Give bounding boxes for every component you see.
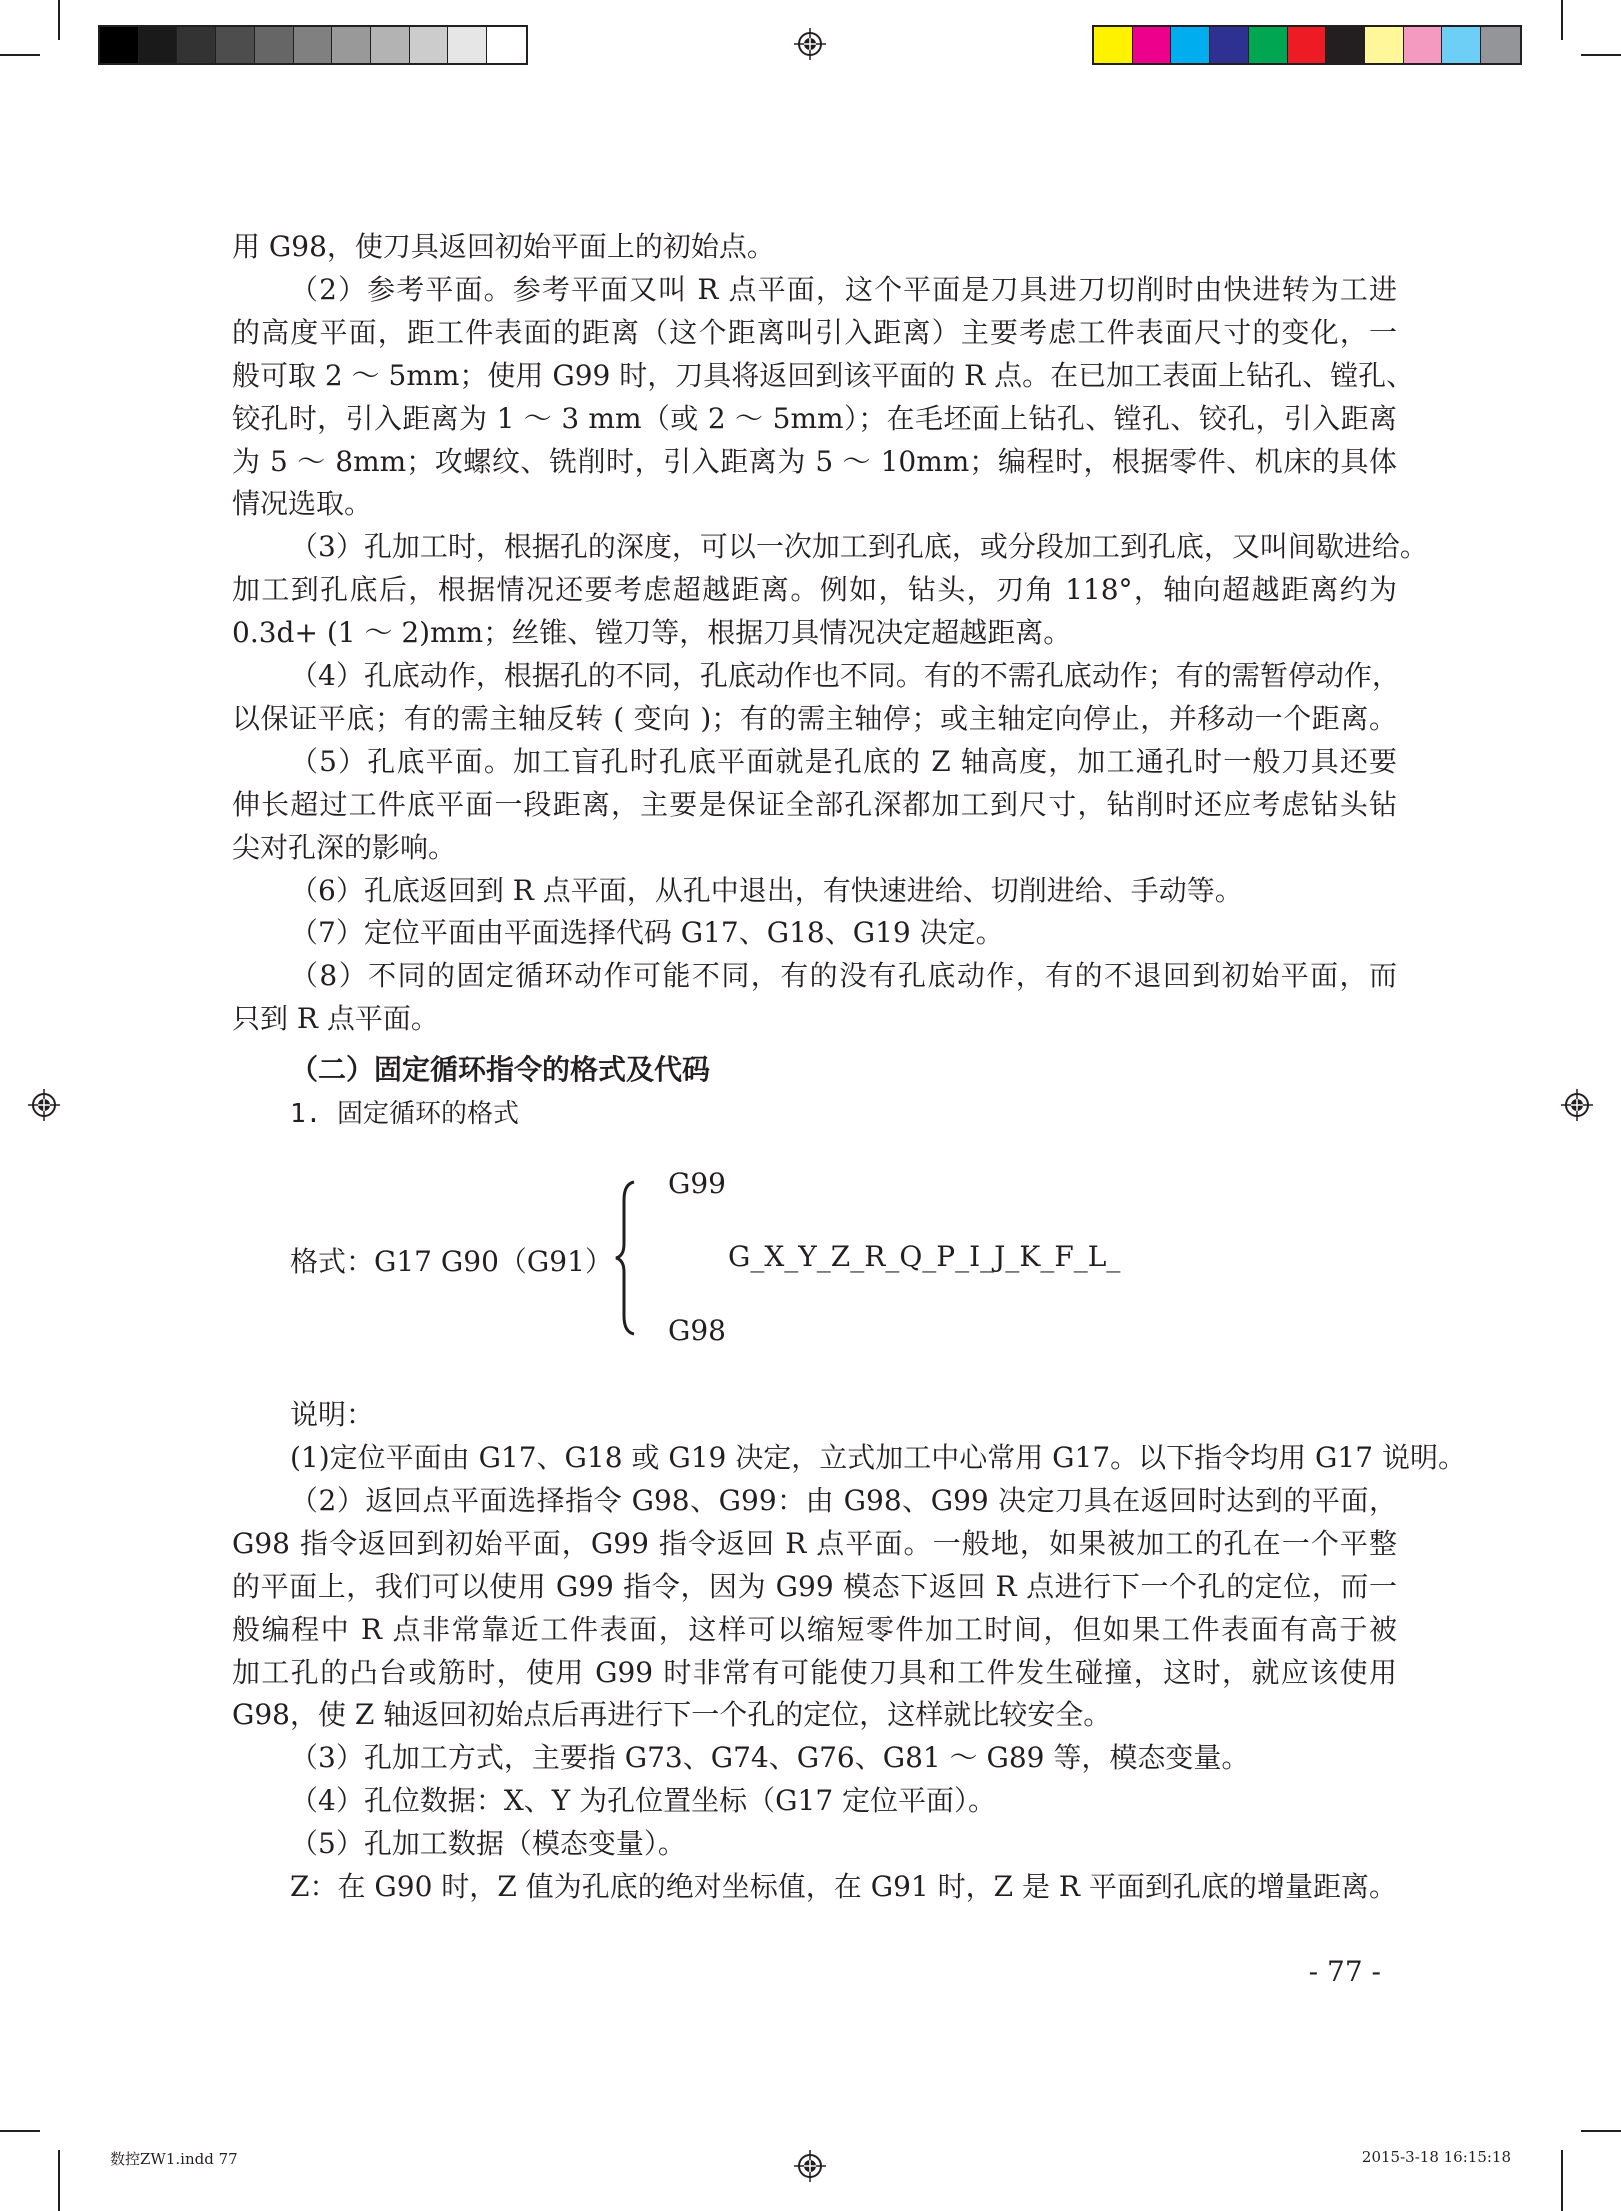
text-line: （4）孔位数据：X、Y 为孔位置坐标（G17 定位平面）。: [290, 1784, 997, 1818]
trim-mark: [1561, 0, 1563, 40]
text-line: 加工到孔底后，根据情况还要考虑超越距离。例如，钻头，刃角 118°，轴向超越距离约为: [232, 573, 1397, 607]
text-line: （4）孔底动作，根据孔的不同，孔底动作也不同。有的不需孔底动作；有的需暂停动作，: [290, 659, 1400, 692]
text-line: 伸长超过工件底平面一段距离，主要是保证全部孔深都加工到尺寸，钻削时还应考虑钻头钻: [232, 787, 1397, 821]
text-line: 的平面上，我们可以使用 G99 指令，因为 G99 模态下返回 R 点进行下一个孔的定位，而一: [232, 1569, 1397, 1603]
color-swatch: [1326, 27, 1365, 63]
registration-mark-icon: [794, 28, 826, 60]
text-line: 般可取 2 ～ 5mm；使用 G99 时，刀具将返回到该平面的 R 点。在已加工表面上钻孔、镗孔、: [232, 358, 1415, 392]
color-swatch: [1171, 27, 1210, 63]
trim-mark: [58, 2150, 60, 2211]
text-line: 尖对孔深的影响。: [232, 830, 457, 864]
color-swatch: [371, 27, 410, 63]
explain-label: 说明：: [290, 1398, 375, 1431]
section-heading: （二）固定循环指令的格式及代码: [290, 1053, 711, 1086]
trim-mark: [0, 54, 40, 56]
color-swatch: [1133, 27, 1172, 63]
text-line: （8）不同的固定循环动作可能不同，有的没有孔底动作，有的不退回到初始平面，而: [290, 959, 1397, 993]
text-line: 加工孔的凸台或筋时，使用 G99 时非常有可能使刀具和工件发生碰撞，这时，就应该使用: [232, 1655, 1397, 1689]
text-line: （5）孔加工数据（模态变量）。: [290, 1827, 686, 1861]
text-line: 情况选取。: [232, 487, 373, 521]
text-line: （5）孔底平面。加工盲孔时孔底平面就是孔底的 Z 轴高度，加工通孔时一般刀具还要: [290, 744, 1397, 778]
text-line: Z：在 G90 时，Z 值为孔底的绝对坐标值，在 G91 时，Z 是 R 平面到孔底的增量距离。: [290, 1870, 1397, 1903]
format-params: G_X_Y_Z_R_Q_P_I_J_K_F_L_: [728, 1240, 1121, 1273]
color-swatch: [216, 27, 255, 63]
trim-mark: [1581, 54, 1621, 56]
trim-mark: [1581, 2130, 1621, 2132]
color-swatch: [1442, 27, 1481, 63]
text-line: （2）返回点平面选择指令 G98、G99：由 G98、G99 决定刀具在返回时达到的平面，: [290, 1483, 1397, 1517]
color-swatch: [448, 27, 487, 63]
color-swatch: [1094, 27, 1133, 63]
text-line: (1)定位平面由 G17、G18 或 G19 决定，立式加工中心常用 G17。以下指令均用 G17 说明。: [290, 1441, 1466, 1474]
color-bar: [1092, 25, 1522, 65]
registration-mark-icon: [794, 2150, 826, 2182]
text-line: 0.3d+ (1 ～ 2)mm；丝锥、镗刀等，根据刀具情况决定超越距离。: [232, 616, 1072, 650]
trim-mark: [58, 0, 60, 40]
color-swatch: [294, 27, 333, 63]
color-swatch: [1210, 27, 1249, 63]
text-line: 用 G98，使刀具返回初始平面上的初始点。: [232, 230, 775, 263]
text-line: 铰孔时，引入距离为 1 ～ 3 mm（或 2 ～ 5mm）；在毛坯面上钻孔、镗孔、铰孔，引入距离: [232, 401, 1397, 435]
color-swatch: [139, 27, 178, 63]
text-line: （3）孔加工方式，主要指 G73、G74、G76、G81 ～ G89 等，模态变量。: [290, 1741, 1250, 1775]
text-line: 的高度平面，距工件表面的距离（这个距离叫引入距离）主要考虑工件表面尺寸的变化，一: [232, 315, 1397, 349]
text-line: 以保证平底；有的需主轴反转 ( 变向 )；有的需主轴停；或主轴定向停止，并移动一个距离。: [232, 701, 1397, 735]
color-swatch: [255, 27, 294, 63]
grayscale-bar: [98, 25, 528, 65]
page-number: - 77 -: [1308, 1955, 1381, 1988]
slug-timestamp: 2015-3-18 16:15:18: [1361, 2148, 1511, 2166]
format-upper: G99: [668, 1167, 726, 1200]
registration-mark-icon: [1561, 1089, 1593, 1121]
color-swatch: [410, 27, 449, 63]
text-line: 为 5 ～ 8mm；攻螺纹、铣削时，引入距离为 5 ～ 10mm；编程时，根据零件、机床的具体: [232, 444, 1397, 478]
brace-icon: [612, 1178, 642, 1338]
color-swatch: [1288, 27, 1327, 63]
color-swatch: [487, 27, 526, 63]
color-swatch: [1249, 27, 1288, 63]
text-line: （6）孔底返回到 R 点平面，从孔中退出，有快速进给、切削进给、手动等。: [290, 873, 1243, 907]
text-line: 般编程中 R 点非常靠近工件表面，这样可以缩短零件加工时间，但如果工件表面有高于被: [232, 1612, 1397, 1646]
format-label: 格式：G17 G90（G91）: [290, 1245, 613, 1278]
color-swatch: [1365, 27, 1404, 63]
trim-mark: [0, 2130, 40, 2132]
text-line: （3）孔加工时，根据孔的深度，可以一次加工到孔底，或分段加工到孔底，又叫间歇进给。: [290, 530, 1428, 564]
text-line: G98 指令返回到初始平面，G99 指令返回 R 点平面。一般地，如果被加工的孔在一个平整: [232, 1526, 1397, 1560]
format-lower: G98: [668, 1314, 726, 1347]
text-line: （7）定位平面由平面选择代码 G17、G18、G19 决定。: [290, 916, 1004, 950]
registration-mark-icon: [28, 1089, 60, 1121]
subheading: 1. 固定循环的格式: [290, 1099, 519, 1129]
color-swatch: [332, 27, 371, 63]
text-line: （2）参考平面。参考平面又叫 R 点平面，这个平面是刀具进刀切削时由快进转为工进: [290, 272, 1397, 306]
trim-mark: [1561, 2150, 1563, 2211]
text-line: G98，使 Z 轴返回初始点后再进行下一个孔的定位，这样就比较安全。: [232, 1698, 1112, 1732]
text-line: 只到 R 点平面。: [232, 1002, 439, 1036]
color-swatch: [1404, 27, 1443, 63]
color-swatch: [177, 27, 216, 63]
color-swatch: [100, 27, 139, 63]
slug-filename: 数控ZW1.indd 77: [110, 2150, 238, 2168]
color-swatch: [1481, 27, 1520, 63]
